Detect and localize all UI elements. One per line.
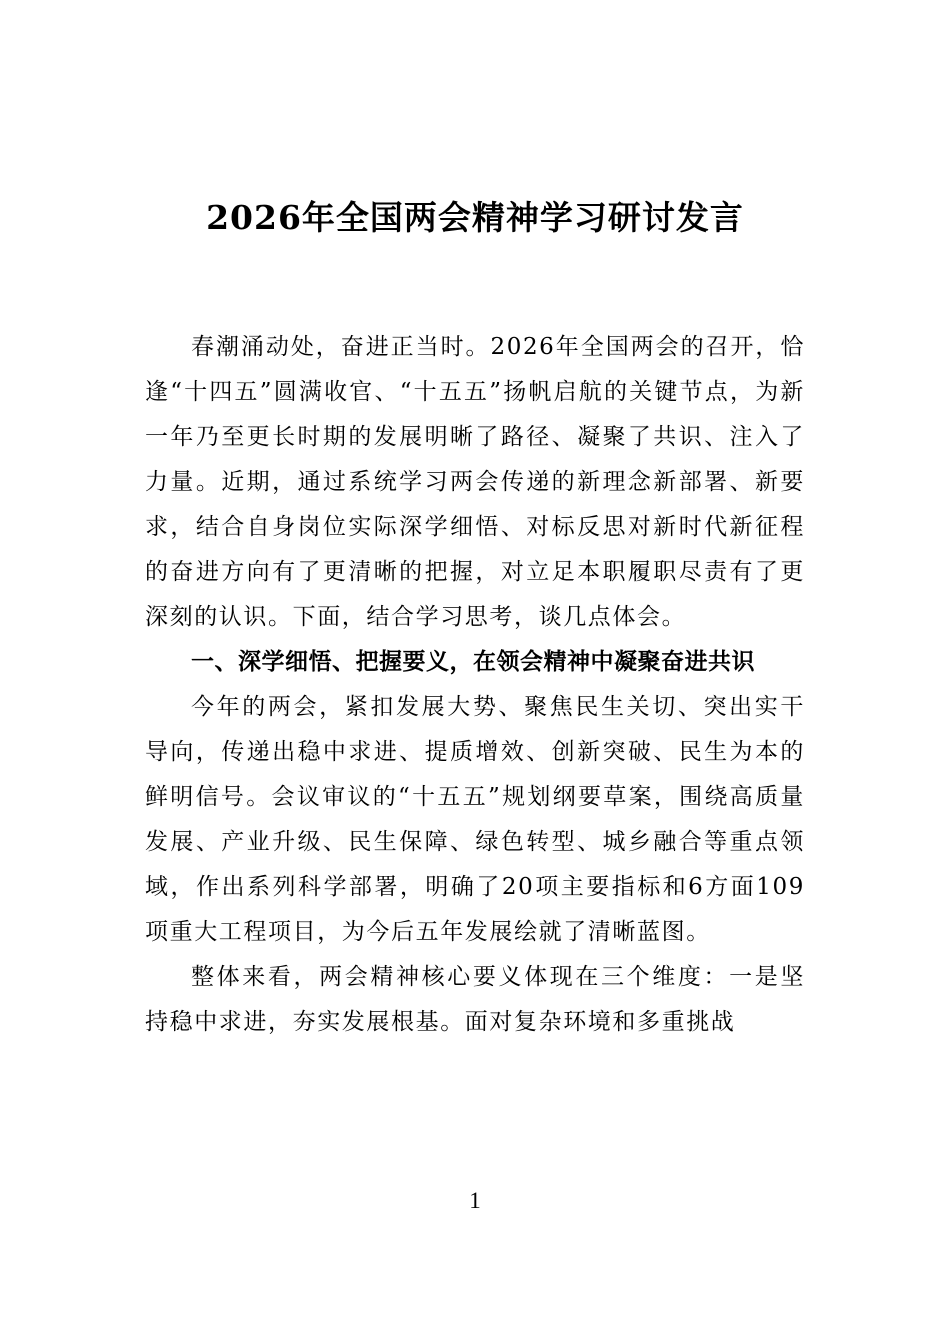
intro-paragraph: 春潮涌动处，奋进正当时。2026年全国两会的召开，恰逢“十四五”圆满收官、“十五五”扬帆启航的关键节点，为新一年乃至更长时期的发展明晰了路径、凝聚了共识、注入了力量。近期，通过系统学习两会传递的新理念新部署、新要求，结合自身岗位实际深学细悟、对标反思对新时代新征程的奋进方向有了更清晰的把握，对立足本职履职尽责有了更深刻的认识。下面，结合学习思考，谈几点体会。	[145, 334, 805, 630]
page-number: 1	[469, 1188, 481, 1213]
document-title: 2026年全国两会精神学习研讨发言	[206, 198, 744, 237]
section-1-paragraph-1: 今年的两会，紧扣发展大势、聚焦民生关切、突出实干导向，传递出稳中求进、提质增效、创新突破、民生为本的鲜明信号。会议审议的“十五五”规划纲要草案，围绕高质量发展、产业升级、民生保障、绿色转型、城乡融合等重点领域，作出系列科学部署，明确了20项主要指标和6方面109项重大工程项目，为今后五年发展绘就了清晰蓝图。	[145, 694, 805, 945]
section-1-heading: 一、深学细悟、把握要义，在领会精神中凝聚奋进共识	[191, 649, 755, 675]
document-body	[145, 325, 805, 1045]
section-1-paragraph-2: 整体来看，两会精神核心要义体现在三个维度：一是坚持稳中求进，夯实发展根基。面对复杂环境和多重挑战	[145, 964, 805, 1035]
